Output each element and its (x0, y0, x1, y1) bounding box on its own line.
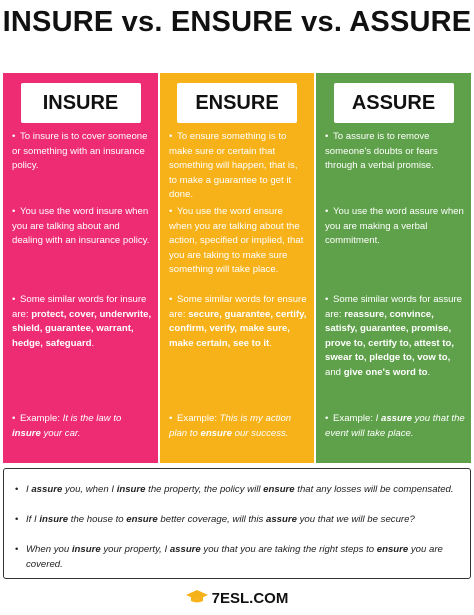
insure-header: INSURE (21, 83, 141, 123)
insure-synonyms: • Some similar words for insure are: protect, cover, underwrite, shield, guarantee, warrant, hedge, safeguard. (12, 294, 152, 349)
brand-name: 7ESL.COM (211, 590, 289, 607)
example-sentence-2: • If I insure the house to ensure better coverage, will this assure you that we will be secure? (15, 514, 415, 525)
insure-definition: • To insure is to cover someone or something with an insurance policy. (12, 131, 148, 172)
insure-example: • Example: It is the law to insure your car. (12, 413, 122, 439)
examples-box (3, 468, 471, 579)
insure-usage: • You use the word insure when you are talking about and dealing with an insurance policy. (12, 206, 150, 247)
page-title: INSURE vs. ENSURE vs. ASSURE (2, 6, 472, 38)
ensure-example: • Example: This is my action plan to ensure our success. (169, 413, 292, 439)
example-sentence-1: • I assure you, when I insure the property, the policy will ensure that any losses will be compensated. (15, 484, 454, 495)
assure-example: • Example: I assure you that the event will take place. (325, 413, 465, 439)
assure-column (316, 73, 471, 463)
assure-definition: • To assure is to remove someone's doubts or fears through a verbal promise. (325, 131, 438, 172)
assure-header: ASSURE (334, 83, 454, 123)
ensure-synonyms: • Some similar words for ensure are: secure, guarantee, certify, confirm, verify, make sure, make certain, see to it. (169, 294, 307, 349)
insure-column (3, 73, 158, 463)
ensure-column (160, 73, 314, 463)
example-sentence-3: • When you insure your property, I assure you that you are taking the right steps to ensure you are covered. (15, 544, 443, 570)
assure-synonyms: • Some similar words for assure are: reassure, convince, satisfy, guarantee, promise, prove to, certify to, attest to, swear to, pledge to, vow to, and give one's word to. (325, 294, 463, 378)
graduation-cap-icon (186, 590, 208, 608)
footer-brand (0, 590, 474, 608)
ensure-header: ENSURE (177, 83, 297, 123)
assure-usage: • You use the word assure when you are making a verbal commitment. (325, 206, 464, 247)
ensure-definition: • To ensure something is to make sure or certain that something will happen, that is, to make a guarantee to get it done. (169, 131, 298, 201)
ensure-usage: • You use the word ensure when you are talking about the action, specified or implied, that you are taking to make sure something will take place. (169, 206, 304, 276)
